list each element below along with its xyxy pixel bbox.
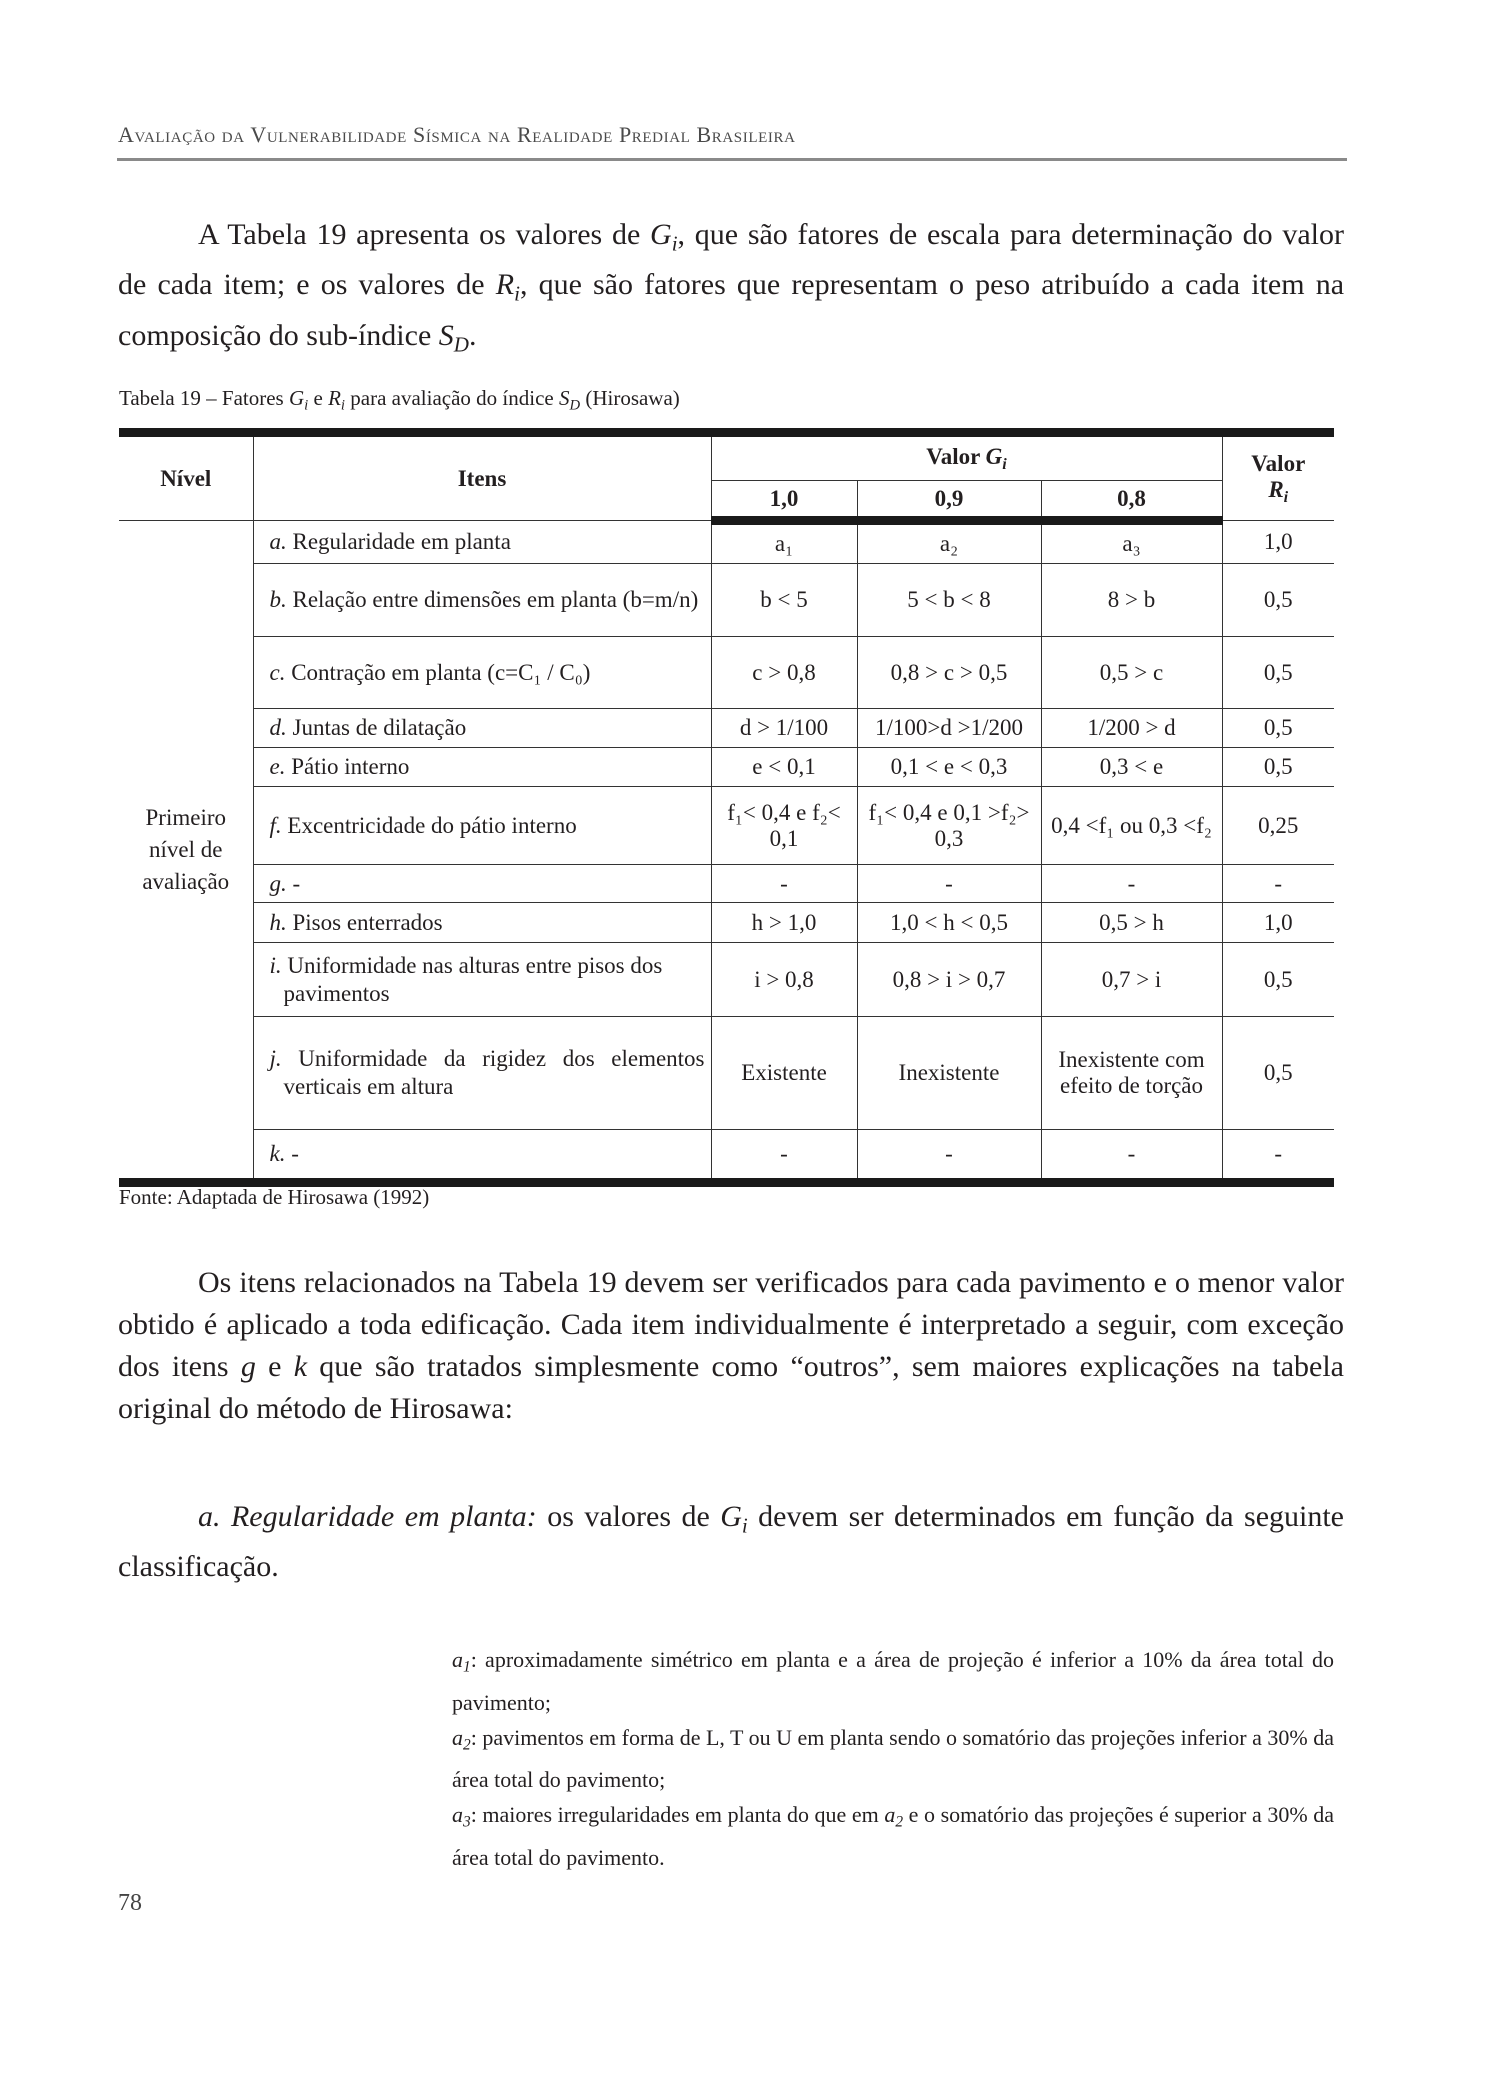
cell-g-0-9: 5 < b < 8: [857, 564, 1041, 637]
table-row: [119, 1130, 1334, 1183]
table-row: [119, 865, 1334, 903]
subscript: 1: [463, 1658, 471, 1676]
item-text: Uniformidade nas alturas entre pisos dos pavimentos: [283, 952, 663, 1006]
subscript: D: [569, 397, 581, 414]
item-cell: [253, 748, 711, 787]
table-row: [119, 787, 1334, 865]
table-row: [119, 521, 1334, 564]
cell-r-value: 0,5: [1222, 564, 1334, 637]
item-text: Uniformidade da rigidez dos elementos verticais em altura: [283, 1046, 705, 1099]
cell-g-0-9: -: [857, 1130, 1041, 1183]
text: (Hirosawa): [580, 386, 680, 410]
symbol-g: G: [288, 386, 305, 410]
cell-g-0-9: 1,0 < h < 0,5: [857, 903, 1041, 943]
item-letter: e.: [269, 754, 286, 779]
cell-r-value: -: [1222, 1130, 1334, 1183]
symbol-g: G: [985, 443, 1003, 469]
cell-g-0-9: 0,8 > i > 0,7: [857, 943, 1041, 1017]
subscript: 3: [463, 1813, 471, 1831]
third-paragraph: [118, 1496, 1344, 1588]
symbol-g: G: [650, 218, 672, 251]
cell-g-1-0: d > 1/100: [711, 709, 857, 748]
cell-g-1-0: e < 0,1: [711, 748, 857, 787]
table-row: [119, 748, 1334, 787]
item-text: Relação entre dimensões em planta (b=m/n): [292, 587, 699, 612]
text: : maiores irregularidades em planta do que em: [470, 1802, 885, 1828]
item-text: Excentricidade do pátio interno: [287, 812, 577, 838]
text: devem ser determinados em função da seguinte classificação.: [118, 1500, 1345, 1584]
subscript: i: [514, 281, 520, 306]
symbol-g: G: [720, 1500, 742, 1533]
text: : pavimentos em forma de L, T ou U em planta sendo o somatório das projeções inferior a 30% da área total do pavimento;: [452, 1724, 1334, 1793]
item-text: -: [292, 870, 301, 896]
item-text: Pisos enterrados: [292, 909, 443, 935]
cell-r-value: 0,5: [1222, 1017, 1334, 1130]
cell-g-0-8: 1/200 > d: [1041, 709, 1222, 748]
text: Valor: [926, 443, 986, 469]
text: , que são fatores que representam o peso atribuído a cada item na composição do sub-índice: [118, 268, 1345, 352]
cell-g-1-0: a₁: [711, 521, 857, 564]
table-row: [119, 1017, 1334, 1130]
item-cell: [253, 943, 711, 1017]
item-letter: j.: [269, 1046, 282, 1071]
intro-paragraph: [118, 214, 1344, 365]
cell-r-value: -: [1222, 865, 1334, 903]
item-letter: a.: [269, 529, 287, 554]
cell-r-value: 1,0: [1222, 903, 1334, 943]
cell-g-1-0: Existente: [711, 1017, 857, 1130]
text: para avaliação do índice: [345, 386, 559, 410]
item-cell: [253, 709, 711, 748]
cell-g-0-9: a₂: [857, 521, 1041, 564]
subscript: i: [1283, 488, 1289, 506]
text: que são tratados simplesmente como “outros”, sem maiores explicações na tabela original do método de Hirosawa:: [118, 1350, 1344, 1425]
item-k-ref: k: [293, 1350, 308, 1383]
item-a-heading: a. Regularidade em planta:: [198, 1500, 537, 1533]
table-row: [119, 903, 1334, 943]
cell-g-1-0: b < 5: [711, 564, 857, 637]
item-letter: g.: [269, 870, 287, 896]
symbol-s: S: [438, 318, 454, 352]
cell-r-value: 0,5: [1222, 637, 1334, 709]
table-row: [119, 943, 1334, 1017]
cell-g-1-0: f₁< 0,4 e f₂< 0,1: [711, 787, 857, 865]
subscript: D: [453, 331, 469, 356]
subscript: i: [1002, 455, 1007, 473]
item-letter: f.: [269, 812, 282, 838]
cell-g-0-8: 0,5 > c: [1041, 637, 1222, 709]
header-g-1-0: 1,0: [711, 481, 857, 521]
text: Valor: [1251, 450, 1306, 476]
cell-r-value: 0,5: [1222, 709, 1334, 748]
item-cell: [253, 1017, 711, 1130]
cell-g-0-8: 0,4 <f₁ ou 0,3 <f₂: [1041, 787, 1222, 865]
text: Tabela 19 – Fatores: [119, 386, 289, 410]
header-g-0-9: 0,9: [857, 481, 1041, 521]
item-cell: [253, 637, 711, 709]
ref-a2: a: [884, 1802, 896, 1828]
text: A Tabela 19 apresenta os valores de: [198, 218, 651, 251]
item-cell: [253, 865, 711, 903]
cell-g-0-9: 0,1 < e < 0,3: [857, 748, 1041, 787]
classification-a2: [452, 1720, 1334, 1798]
classification-list: [452, 1642, 1334, 1875]
item-letter: b.: [269, 587, 287, 612]
table-row: [119, 709, 1334, 748]
item-text: Juntas de dilatação: [292, 715, 467, 740]
cell-g-0-8: -: [1041, 865, 1222, 903]
subscript: i: [340, 397, 345, 414]
item-text: Pátio interno: [291, 754, 410, 779]
symbol-r: R: [1268, 476, 1284, 502]
item-cell: [253, 1130, 711, 1183]
item-letter: c.: [269, 659, 286, 685]
header-valor-r: [1222, 433, 1334, 521]
item-letter: h.: [269, 909, 287, 935]
text: .: [468, 318, 477, 352]
subscript: i: [741, 1513, 748, 1538]
symbol-r: R: [328, 386, 341, 410]
item-letter: i.: [269, 952, 282, 978]
text: os valores de: [536, 1500, 721, 1533]
cell-g-0-9: 0,8 > c > 0,5: [857, 637, 1041, 709]
table-row: [119, 564, 1334, 637]
header-rule: [117, 158, 1347, 161]
text: e o somatório das projeções é superior a 30% da área total do pavimento.: [452, 1802, 1334, 1870]
label: a: [452, 1802, 463, 1828]
classification-a3: [452, 1797, 1334, 1875]
subscript: 2: [895, 1813, 904, 1831]
subscript: i: [671, 231, 678, 256]
item-text: Contração em planta (c=C₁ / C₀): [291, 659, 591, 685]
text: , que são fatores de escala para determinação do valor de cada item; e os valores de: [118, 218, 1344, 302]
cell-g-1-0: h > 1,0: [711, 903, 857, 943]
cell-g-0-8: Inexistente com efeito de torção: [1041, 1017, 1222, 1130]
cell-g-0-9: Inexistente: [857, 1017, 1041, 1130]
cell-r-value: 1,0: [1222, 521, 1334, 564]
cell-g-0-9: -: [857, 865, 1041, 903]
cell-g-0-8: 0,3 < e: [1041, 748, 1222, 787]
cell-g-1-0: -: [711, 865, 857, 903]
item-cell: [253, 903, 711, 943]
cell-r-value: 0,25: [1222, 787, 1334, 865]
header-itens: Itens: [253, 433, 711, 521]
running-head: Avaliação da Vulnerabilidade Sísmica na Realidade Predial Brasileira: [118, 122, 796, 147]
classification-a1: [452, 1642, 1334, 1720]
cell-r-value: 0,5: [1222, 748, 1334, 787]
cell-g-0-8: 8 > b: [1041, 564, 1222, 637]
item-letter: k.: [269, 1141, 286, 1166]
text: e: [308, 386, 329, 410]
subscript: 2: [463, 1736, 471, 1754]
table-source: Fonte: Adaptada de Hirosawa (1992): [119, 1185, 430, 1209]
cell-g-0-8: 0,5 > h: [1041, 903, 1222, 943]
cell-g-1-0: -: [711, 1130, 857, 1183]
item-text: -: [291, 1141, 299, 1166]
cell-g-1-0: i > 0,8: [711, 943, 857, 1017]
table-header-row: [119, 433, 1334, 481]
label: a: [452, 1647, 463, 1672]
symbol-s: S: [558, 386, 570, 410]
table-row: [119, 637, 1334, 709]
item-cell: [253, 787, 711, 865]
table-caption: [119, 386, 680, 414]
cell-g-0-9: f₁< 0,4 e 0,1 >f₂> 0,3: [857, 787, 1041, 865]
cell-g-0-8: a₃: [1041, 521, 1222, 564]
cell-g-0-9: 1/100>d >1/200: [857, 709, 1041, 748]
item-cell: [253, 521, 711, 564]
item-letter: d.: [269, 715, 287, 740]
second-paragraph: [118, 1262, 1344, 1430]
text: Os itens relacionados na Tabela 19 devem ser verificados para cada pavimento e o menor valor obtido é aplicado a toda edificação. Cada item individualmente é interpretado a seguir, com exceção dos itens: [118, 1266, 1344, 1383]
text: : aproximadamente simétrico em planta e a área de projeção é inferior a 10% da área total do pavimento;: [452, 1647, 1334, 1715]
cell-g-1-0: c > 0,8: [711, 637, 857, 709]
cell-g-0-8: 0,7 > i: [1041, 943, 1222, 1017]
subscript: i: [304, 397, 309, 414]
header-nivel: Nível: [119, 433, 253, 521]
symbol-r: R: [495, 268, 515, 302]
text: e: [255, 1350, 294, 1383]
page-number: 78: [118, 1890, 142, 1916]
header-valor-g: [711, 433, 1222, 481]
cell-r-value: 0,5: [1222, 943, 1334, 1017]
table-19: [119, 428, 1334, 1187]
nivel-cell: Primeiro nível de avaliação: [119, 521, 253, 1183]
header-g-0-8: 0,8: [1041, 481, 1222, 521]
item-cell: [253, 564, 711, 637]
item-g-ref: g: [240, 1350, 256, 1383]
label: a: [452, 1724, 463, 1750]
cell-g-0-8: -: [1041, 1130, 1222, 1183]
item-text: Regularidade em planta: [292, 529, 511, 554]
